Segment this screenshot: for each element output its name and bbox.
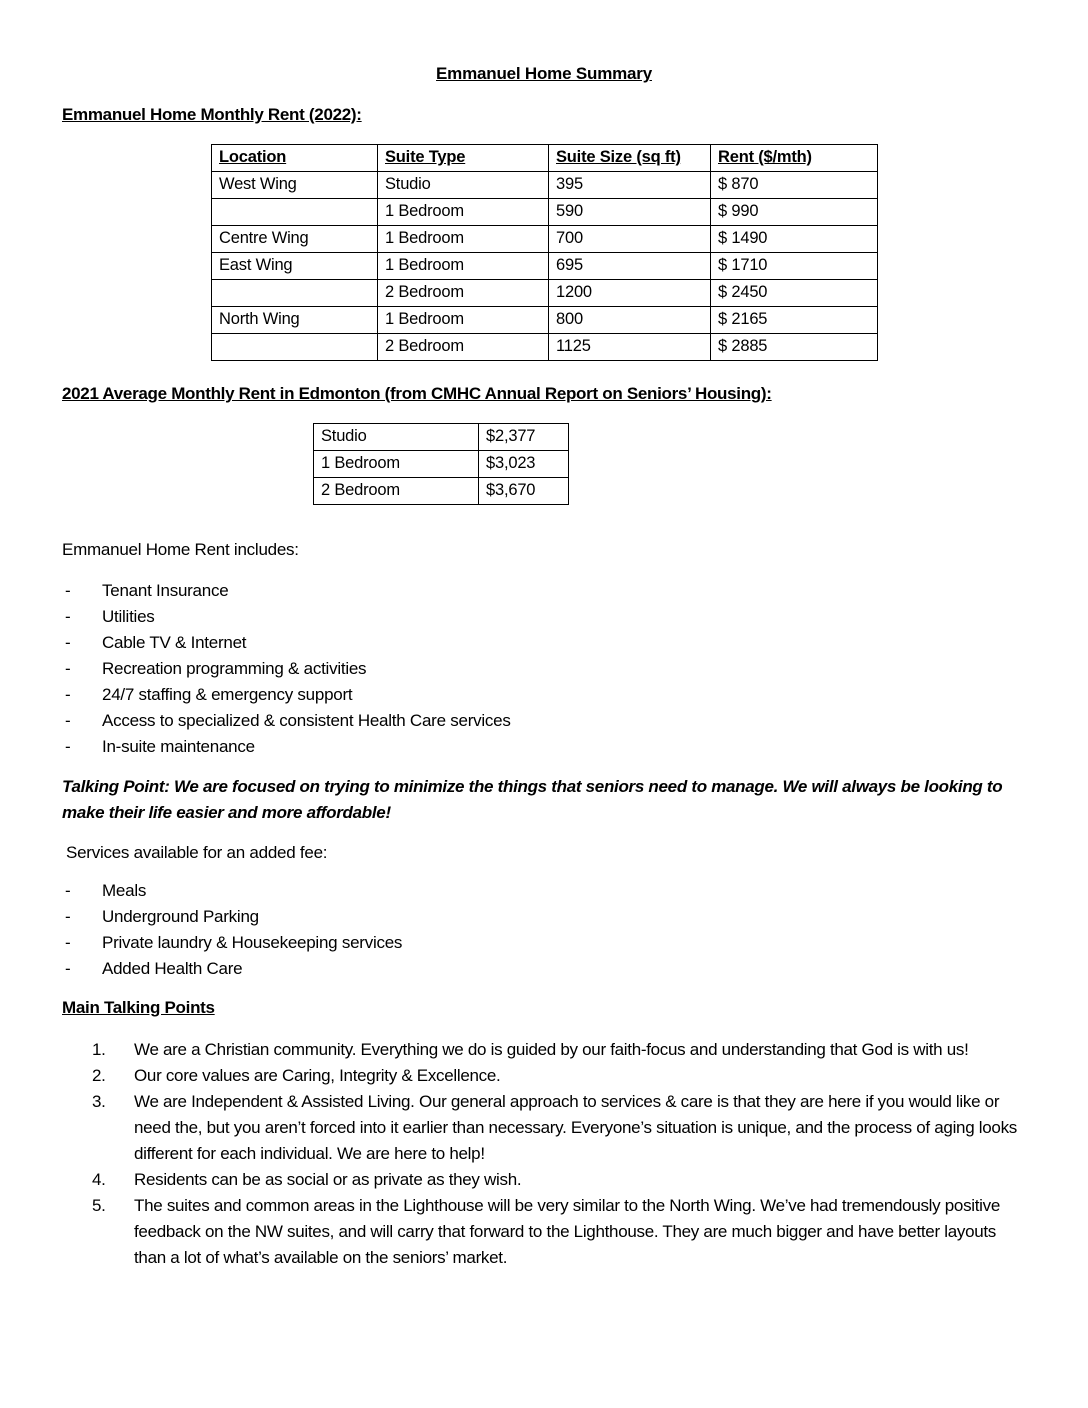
list-item-label: Meals (102, 881, 147, 900)
dash-bullet-icon: - (65, 685, 71, 704)
cell-suite-type: 1 Bedroom (378, 253, 549, 280)
cell-rent: $ 2885 (711, 334, 878, 361)
cell-suite-type: Studio (378, 172, 549, 199)
cell-average-rent: $2,377 (479, 424, 569, 451)
table-row (212, 307, 878, 334)
list-item (65, 878, 402, 904)
list-item (65, 708, 511, 734)
dash-bullet-icon: - (65, 659, 71, 678)
cell-location (212, 334, 378, 361)
cell-location: North Wing (212, 307, 378, 334)
table-row (314, 451, 569, 478)
list-item-label: Private laundry & Housekeeping services (102, 933, 403, 952)
cell-location: Centre Wing (212, 226, 378, 253)
cell-suite-type: 1 Bedroom (378, 199, 549, 226)
list-item (92, 1193, 1022, 1271)
list-item-number: 2. (92, 1066, 106, 1085)
list-item-label: Utilities (102, 607, 155, 626)
cell-average-rent: $3,670 (479, 478, 569, 505)
cell-suite-type: 1 Bedroom (314, 451, 479, 478)
dash-bullet-icon: - (65, 959, 71, 978)
talking-point-paragraph: Talking Point: We are focused on trying to minimize the things that seniors need to manage. We will always be looking to make their life easier and more affordable! (62, 777, 1003, 822)
cell-rent: $ 1710 (711, 253, 878, 280)
page-title: Emmanuel Home Summary (436, 64, 652, 83)
table-header-row (212, 145, 878, 172)
list-item (65, 578, 511, 604)
list-item-number: 1. (92, 1040, 106, 1059)
list-item-label: Our core values are Caring, Integrity & Excellence. (134, 1066, 501, 1085)
monthly-rent-table (211, 144, 878, 361)
table-row (314, 424, 569, 451)
heading-monthly-rent-2022: Emmanuel Home Monthly Rent (2022): (62, 105, 362, 124)
list-item (65, 656, 511, 682)
dash-bullet-icon: - (65, 881, 71, 900)
table-row (212, 334, 878, 361)
dash-bullet-icon: - (65, 711, 71, 730)
heading-main-talking-points: Main Talking Points (62, 998, 215, 1017)
column-header-location: Location (212, 145, 378, 172)
cmhc-average-rent-table (313, 423, 569, 505)
table-row (212, 226, 878, 253)
table-row (212, 280, 878, 307)
cell-location: West Wing (212, 172, 378, 199)
cell-rent: $ 990 (711, 199, 878, 226)
cell-suite-type: 2 Bedroom (314, 478, 479, 505)
list-item (92, 1167, 1022, 1193)
list-item (65, 734, 511, 760)
cell-suite-size: 1125 (549, 334, 711, 361)
list-item-label: Access to specialized & consistent Health Care services (102, 711, 511, 730)
cell-suite-type: Studio (314, 424, 479, 451)
table-row (314, 478, 569, 505)
list-item-number: 5. (92, 1196, 106, 1215)
list-item-label: Tenant Insurance (102, 581, 229, 600)
table-row (212, 199, 878, 226)
list-item-label: Recreation programming & activities (102, 659, 367, 678)
cell-suite-type: 1 Bedroom (378, 226, 549, 253)
list-item-label: Added Health Care (102, 959, 243, 978)
list-item (92, 1089, 1022, 1167)
cell-location (212, 280, 378, 307)
list-item (65, 904, 402, 930)
cell-suite-type: 2 Bedroom (378, 280, 549, 307)
cell-suite-size: 800 (549, 307, 711, 334)
column-header-suite-type: Suite Type (378, 145, 549, 172)
list-item-label: We are a Christian community. Everything we do is guided by our faith-focus and understanding that God is with us! (134, 1040, 969, 1059)
table-row (212, 172, 878, 199)
cell-rent: $ 1490 (711, 226, 878, 253)
cell-suite-size: 1200 (549, 280, 711, 307)
dash-bullet-icon: - (65, 607, 71, 626)
list-item-number: 4. (92, 1170, 106, 1189)
table-row (212, 253, 878, 280)
list-item-label: 24/7 staffing & emergency support (102, 685, 353, 704)
cell-suite-type: 2 Bedroom (378, 334, 549, 361)
heading-services-added-fee: Services available for an added fee: (66, 843, 328, 862)
list-item (65, 682, 511, 708)
cell-location (212, 199, 378, 226)
dash-bullet-icon: - (65, 581, 71, 600)
list-item (65, 630, 511, 656)
cell-rent: $ 2165 (711, 307, 878, 334)
column-header-rent: Rent ($/mth) (711, 145, 878, 172)
cell-rent: $ 2450 (711, 280, 878, 307)
cell-average-rent: $3,023 (479, 451, 569, 478)
cell-rent: $ 870 (711, 172, 878, 199)
list-item (92, 1037, 1022, 1063)
list-item-label: The suites and common areas in the Lighthouse will be very similar to the North Wing. We’ve had tremendously positive feedback on the NW suites, and will carry that forward to the Lighthouse. They are much bigger and have better layouts than a lot of what’s available on the seniors’ market. (134, 1196, 1001, 1267)
cell-suite-size: 590 (549, 199, 711, 226)
list-item (65, 930, 402, 956)
list-item-number: 3. (92, 1092, 106, 1111)
cell-location: East Wing (212, 253, 378, 280)
added-fee-services-list (65, 878, 402, 982)
list-item-label: Cable TV & Internet (102, 633, 247, 652)
column-header-suite-size: Suite Size (sq ft) (549, 145, 711, 172)
dash-bullet-icon: - (65, 907, 71, 926)
dash-bullet-icon: - (65, 737, 71, 756)
cell-suite-size: 695 (549, 253, 711, 280)
cell-suite-size: 395 (549, 172, 711, 199)
list-item (65, 956, 402, 982)
rent-includes-list (65, 578, 511, 760)
dash-bullet-icon: - (65, 633, 71, 652)
list-item-label: In-suite maintenance (102, 737, 255, 756)
list-item-label: Residents can be as social or as private as they wish. (134, 1170, 522, 1189)
heading-rent-includes: Emmanuel Home Rent includes: (62, 540, 299, 559)
heading-cmhc-average-rent: 2021 Average Monthly Rent in Edmonton (from CMHC Annual Report on Seniors’ Housing): (62, 384, 772, 403)
list-item (65, 604, 511, 630)
list-item (92, 1063, 1022, 1089)
cell-suite-size: 700 (549, 226, 711, 253)
main-talking-points-list (92, 1037, 1022, 1271)
cell-suite-type: 1 Bedroom (378, 307, 549, 334)
dash-bullet-icon: - (65, 933, 71, 952)
list-item-label: We are Independent & Assisted Living. Our general approach to services & care is that they are here if you would like or need the, but you aren’t forced into it earlier than necessary. Everyone’s situation is unique, and the process of aging looks different for each individual. We are here to help! (134, 1092, 1017, 1163)
list-item-label: Underground Parking (102, 907, 259, 926)
